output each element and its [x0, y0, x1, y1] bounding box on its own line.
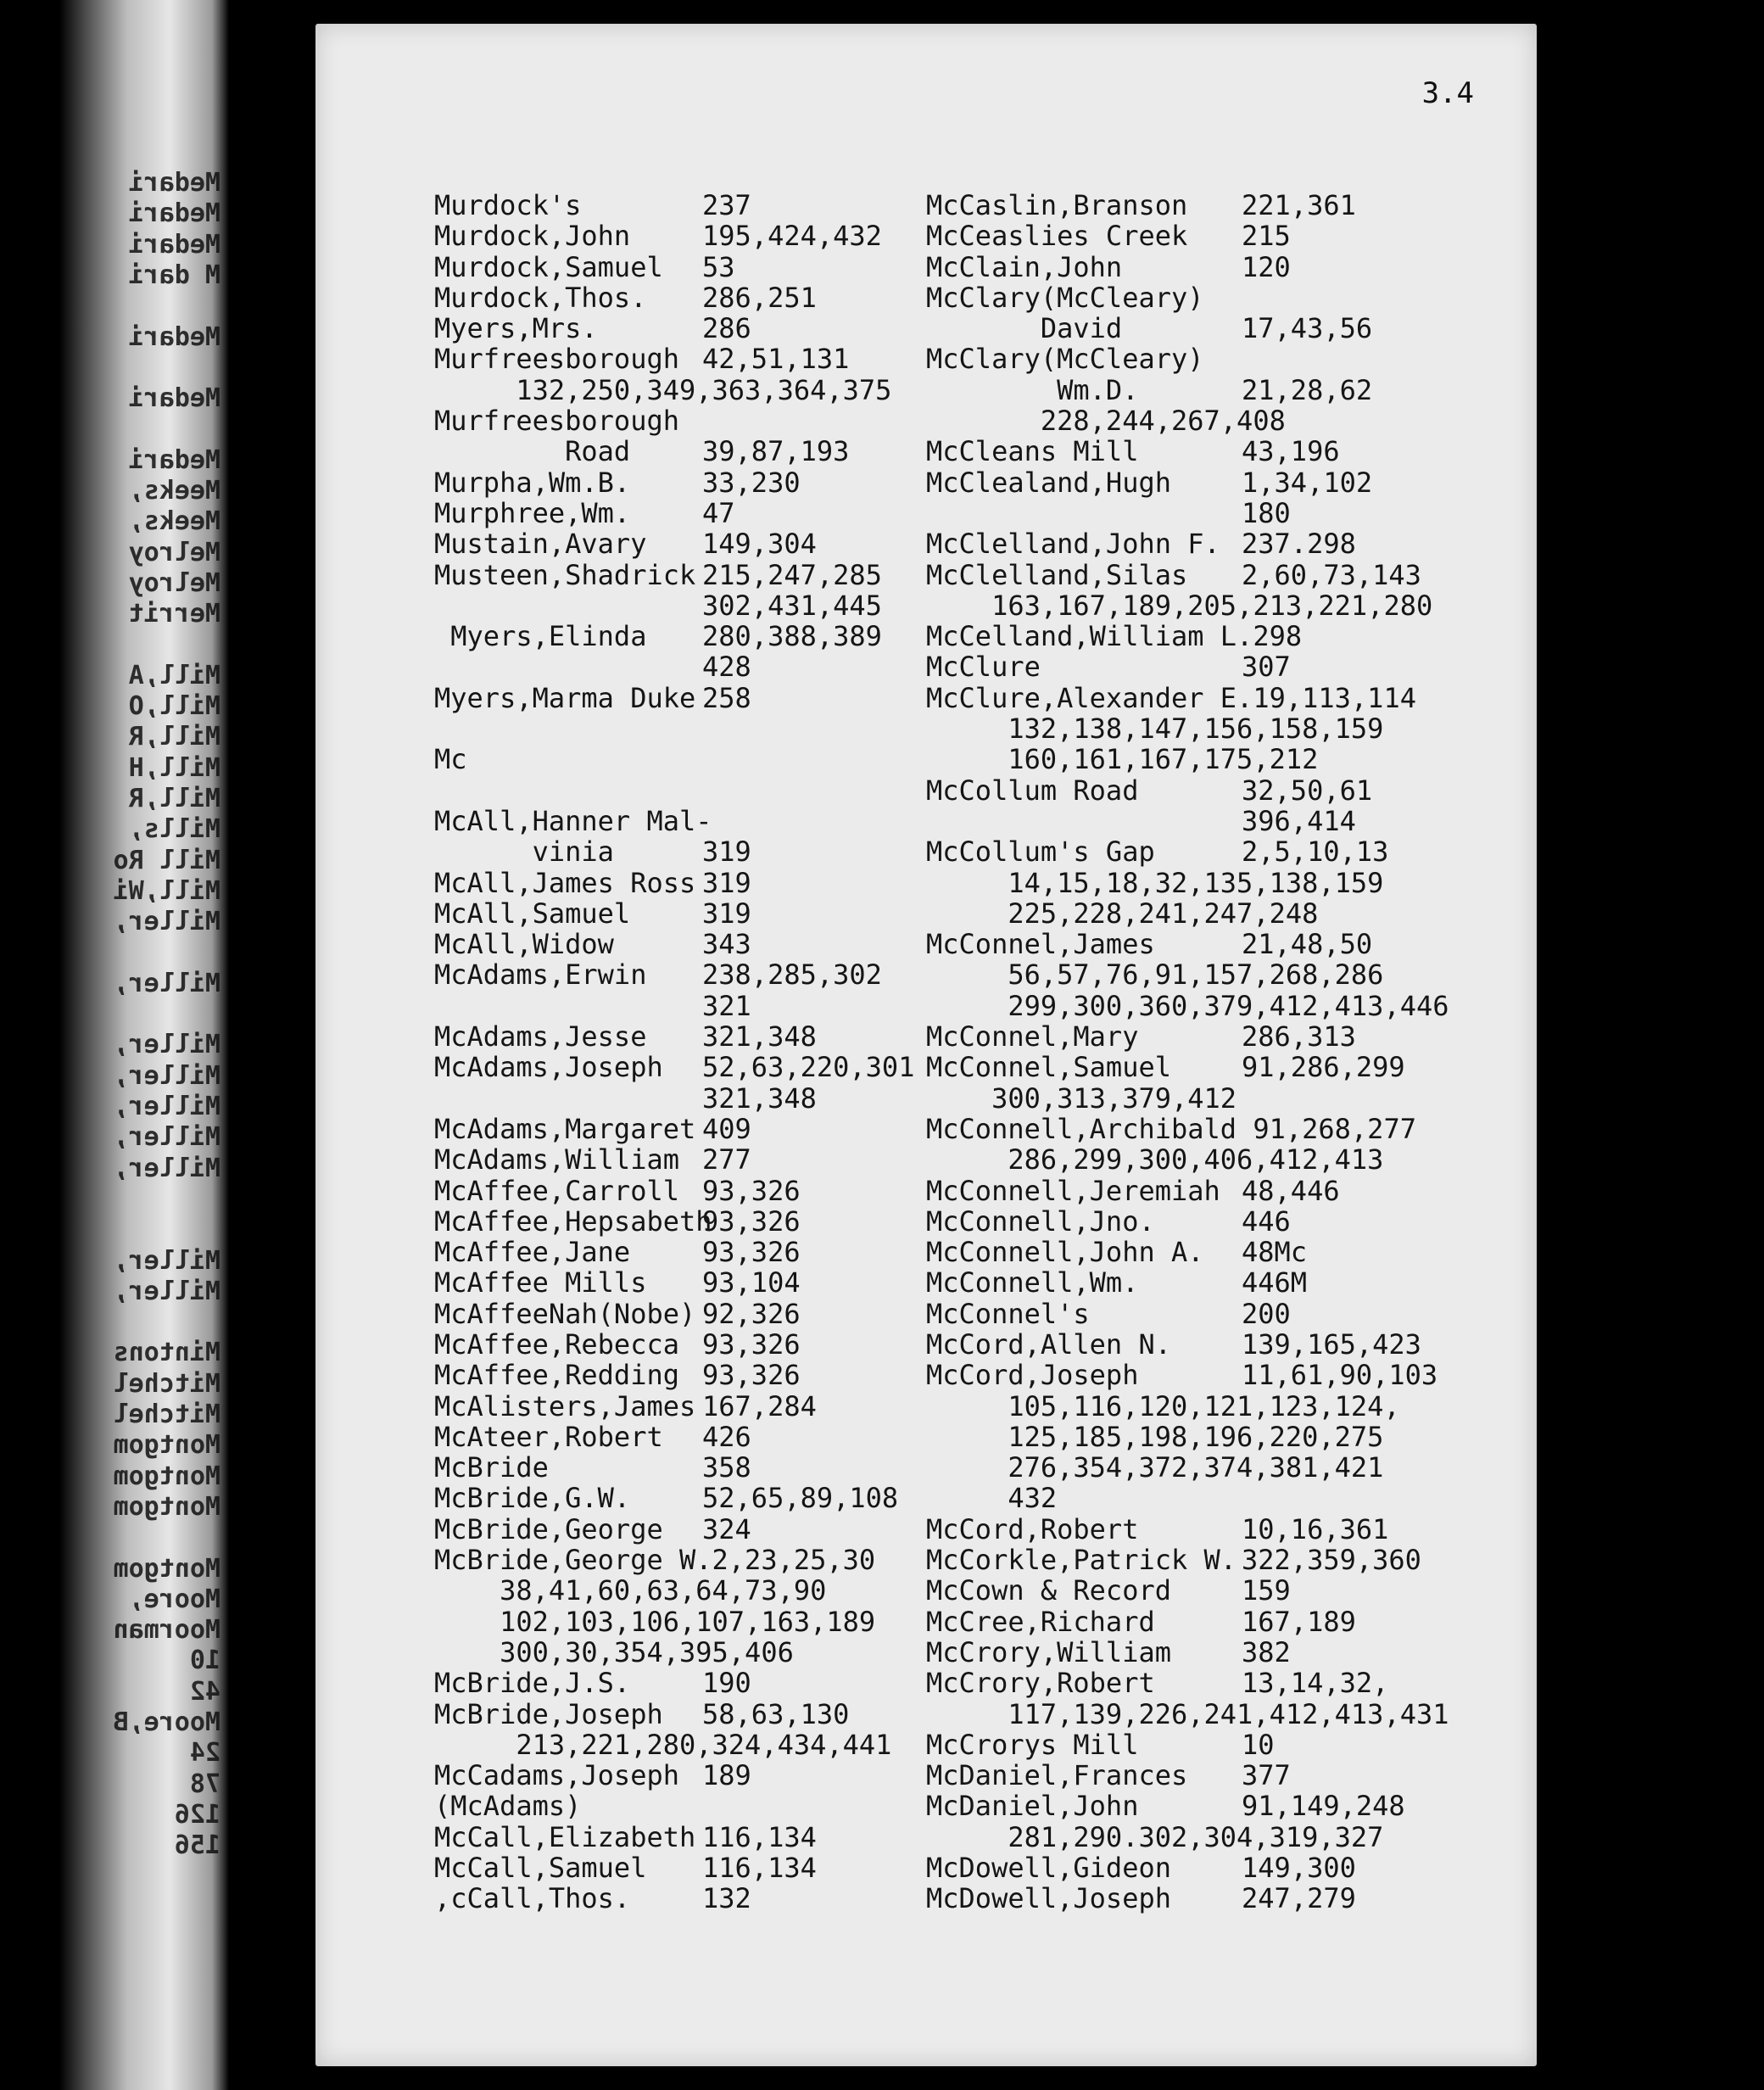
- edge-fragment: [51, 355, 220, 382]
- entry-name: McConnel,Mary: [926, 1020, 1139, 1053]
- entry-name: Musteen,Shadrick: [434, 558, 696, 591]
- entry-pages: 21,48,50: [1242, 928, 1373, 961]
- entry-pages: 1,34,102: [1242, 466, 1373, 499]
- entry-name: McConnell,Archibald 91,268,277: [926, 1112, 1416, 1145]
- entry-name: 228,244,267,408: [926, 405, 1286, 438]
- edge-fragment: Mill,A: [128, 660, 220, 690]
- entry-pages: 446: [1242, 1204, 1291, 1238]
- edge-fragment: Medari: [128, 444, 220, 475]
- entry-pages: 321,348: [702, 1020, 817, 1053]
- entry-pages: 11,61,90,103: [1242, 1359, 1438, 1392]
- entry-name: McCollum Road: [926, 774, 1139, 807]
- entry-pages: 93,326: [702, 1204, 801, 1238]
- edge-fragment: [51, 416, 220, 443]
- edge-fragment: Miller,: [113, 1276, 220, 1306]
- entry-name: McCorkle,Patrick W.: [926, 1544, 1237, 1577]
- entry-pages: 446M: [1242, 1266, 1308, 1299]
- entry-name: 276,354,372,374,381,421: [926, 1451, 1384, 1484]
- entry-pages: 324: [702, 1512, 751, 1545]
- entry-name: McAdams,Joseph: [434, 1051, 663, 1084]
- entry-name: McCree,Richard: [926, 1605, 1155, 1638]
- entry-name: 117,139,226,241,412,413,431: [926, 1697, 1449, 1730]
- entry-name: McDaniel,Frances: [926, 1759, 1188, 1792]
- entry-name: McBride: [434, 1451, 549, 1484]
- entry-pages: 48Mc: [1242, 1236, 1308, 1269]
- edge-fragment: Miller,: [113, 1245, 220, 1276]
- entry-pages: 237.298: [1242, 528, 1356, 561]
- entry-name: McClelland,Silas: [926, 558, 1188, 591]
- entry-name: McConnell,Jeremiah: [926, 1174, 1220, 1207]
- entry-name: Mc: [434, 743, 467, 776]
- entry-name: McClure: [926, 651, 1041, 684]
- edge-fragment: Mill,Wi: [113, 875, 220, 906]
- entry-name: 132,250,349,363,364,375: [434, 373, 892, 406]
- entry-name: McConnel,Samuel: [926, 1051, 1171, 1084]
- entry-pages: 238,285,302: [702, 958, 882, 992]
- entry-pages: 93,104: [702, 1266, 801, 1299]
- entry-pages: 92,326: [702, 1297, 801, 1330]
- entry-pages: 58,63,130: [702, 1697, 850, 1730]
- entry-name: Murdock's: [434, 189, 582, 221]
- edge-fragment: 126: [174, 1799, 220, 1830]
- entry-name: David: [926, 312, 1123, 345]
- facing-page-edge: [0, 0, 229, 2090]
- edge-fragment: Mill,H: [128, 752, 220, 783]
- entry-name: McCaslin,Branson: [926, 189, 1188, 221]
- entry-pages: 10: [1242, 1728, 1275, 1761]
- edge-fragment: Medari: [128, 383, 220, 414]
- edge-fragment: Mintons: [113, 1338, 220, 1368]
- entry-pages: 237: [702, 189, 751, 221]
- edge-fragment: Moore,: [128, 1584, 220, 1614]
- entry-pages: 48,446: [1242, 1174, 1340, 1207]
- entry-name: 38,41,60,63,64,73,90: [434, 1574, 827, 1607]
- entry-name: 102,103,106,107,163,189: [434, 1605, 876, 1638]
- entry-pages: 180: [1242, 496, 1291, 529]
- entry-pages: 343: [702, 928, 751, 961]
- entry-pages: 319: [702, 866, 751, 899]
- entry-pages: 91,149,248: [1242, 1790, 1405, 1823]
- edge-fragment: Miller,: [113, 1060, 220, 1091]
- entry-name: Myers,Mrs.: [434, 312, 598, 345]
- edge-fragment: [51, 940, 220, 967]
- entry-pages: 189: [702, 1759, 751, 1792]
- entry-name: ,cCall,Thos.: [434, 1882, 631, 1915]
- entry-name: McConnell,John A.: [926, 1236, 1204, 1269]
- edge-fragment: M dari: [128, 260, 220, 290]
- entry-pages: 319: [702, 835, 751, 869]
- edge-fragment: [51, 1001, 220, 1028]
- entry-name: McAffee,Redding: [434, 1359, 679, 1392]
- entry-name: McDowell,Gideon: [926, 1852, 1171, 1885]
- entry-name: McCord,Allen N.: [926, 1327, 1171, 1361]
- entry-name: McCord,Joseph: [926, 1359, 1139, 1392]
- entry-name: McAteer,Robert: [434, 1420, 663, 1453]
- entry-name: McClary(McCleary): [926, 281, 1204, 314]
- entry-pages: 319: [702, 897, 751, 930]
- entry-name: McClealand,Hugh: [926, 466, 1171, 499]
- entry-name: 160,161,167,175,212: [926, 743, 1319, 776]
- edge-fragment: Montgom: [113, 1430, 220, 1461]
- entry-pages: 426: [702, 1420, 751, 1453]
- entry-pages: 286: [702, 312, 751, 345]
- entry-name: McAffeeNah(Nobe): [434, 1297, 696, 1330]
- entry-name: 14,15,18,32,135,138,159: [926, 866, 1384, 899]
- entry-name: McCrory,William: [926, 1635, 1171, 1668]
- entry-name: McCrory,Robert: [926, 1667, 1155, 1700]
- entry-pages: 39,87,193: [702, 435, 850, 468]
- entry-name: McConnel's: [926, 1297, 1090, 1330]
- entry-pages: 2,5,10,13: [1242, 835, 1389, 869]
- entry-pages: 149,300: [1242, 1852, 1356, 1885]
- edge-fragment: Meeks,: [128, 506, 220, 537]
- entry-pages: 93,326: [702, 1359, 801, 1392]
- entry-name: 432: [926, 1482, 1058, 1515]
- entry-pages: 132: [702, 1882, 751, 1915]
- edge-fragment: [51, 1216, 220, 1243]
- entry-pages: 302,431,445: [702, 589, 882, 622]
- entry-name: McCrorys Mill: [926, 1728, 1139, 1761]
- entry-pages: 321,348: [702, 1081, 817, 1115]
- entry-name: Myers,Marma Duke: [434, 681, 696, 714]
- entry-name: McCown & Record: [926, 1574, 1171, 1607]
- entry-name: McAlisters,James: [434, 1389, 696, 1422]
- entry-name: McAdams,Erwin: [434, 958, 647, 992]
- edge-fragment: Miller,: [113, 1122, 220, 1153]
- entry-pages: 321: [702, 989, 751, 1022]
- entry-name: McDaniel,John: [926, 1790, 1139, 1823]
- entry-pages: 247,279: [1242, 1882, 1356, 1915]
- entry-pages: 167,189: [1242, 1605, 1356, 1638]
- index-page: [315, 24, 1537, 2066]
- edge-fragment: Meeks,: [128, 476, 220, 506]
- entry-name: 300,313,379,412: [926, 1081, 1237, 1115]
- entry-pages: 377: [1242, 1759, 1291, 1792]
- edge-fragment: Mill Ro: [113, 845, 220, 875]
- entry-pages: 116,134: [702, 1852, 817, 1885]
- edge-fragment: 10: [189, 1646, 220, 1676]
- entry-name: McCeaslies Creek: [926, 220, 1188, 253]
- entry-pages: 116,134: [702, 1820, 817, 1853]
- entry-name: (McAdams): [434, 1790, 582, 1823]
- entry-name: 281,290.302,304,319,327: [926, 1820, 1384, 1853]
- edge-fragment: Medari: [128, 168, 220, 198]
- entry-name: 225,228,241,247,248: [926, 897, 1319, 930]
- entry-pages: 409: [702, 1112, 751, 1145]
- edge-fragment: [51, 632, 220, 659]
- entry-pages: 21,28,62: [1242, 373, 1373, 406]
- edge-fragment: Miller,: [113, 968, 220, 998]
- entry-pages: 91,286,299: [1242, 1051, 1405, 1084]
- entry-name: McAdams,Jesse: [434, 1020, 647, 1053]
- entry-name: McAll,Widow: [434, 928, 614, 961]
- entry-pages: 33,230: [702, 466, 801, 499]
- entry-pages: 258: [702, 681, 751, 714]
- entry-name: Murfreesborough: [434, 405, 679, 438]
- entry-pages: 17,43,56: [1242, 312, 1373, 345]
- entry-name: McAll,Samuel: [434, 897, 631, 930]
- entry-pages: 149,304: [702, 528, 817, 561]
- edge-fragment: Mill,O: [128, 691, 220, 722]
- entry-pages: 13,14,32,: [1242, 1667, 1389, 1700]
- edge-fragment: Melroy: [128, 567, 220, 598]
- entry-pages: 52,63,220,301: [702, 1051, 915, 1084]
- edge-fragment: 78: [189, 1769, 220, 1799]
- entry-pages: 215: [1242, 220, 1291, 253]
- entry-name: McAdams,Margaret: [434, 1112, 696, 1145]
- entry-name: McAffee,Rebecca: [434, 1327, 679, 1361]
- edge-fragment: Moore,B: [113, 1707, 220, 1737]
- edge-fragment: Mill,R: [128, 784, 220, 813]
- entry-pages: 52,65,89,108: [702, 1482, 899, 1515]
- entry-name: McCleans Mill: [926, 435, 1139, 468]
- entry-name: Mustain,Avary: [434, 528, 647, 561]
- entry-pages: 286,251: [702, 281, 817, 314]
- entry-name: 105,116,120,121,123,124,: [926, 1389, 1400, 1422]
- entry-name: Murfreesborough: [434, 343, 679, 376]
- entry-pages: 139,165,423: [1242, 1327, 1421, 1361]
- entry-name: McAffee,Carroll: [434, 1174, 679, 1207]
- entry-pages: 120: [1242, 250, 1291, 283]
- entry-pages: 277: [702, 1143, 751, 1176]
- page-number: 3.4: [1421, 76, 1474, 110]
- entry-pages: 280,388,389: [702, 620, 882, 653]
- entry-name: McAll,Hanner Mal-: [434, 804, 712, 837]
- entry-name: McCollum's Gap: [926, 835, 1155, 869]
- edge-fragment: Mitchel: [113, 1400, 220, 1429]
- edge-fragment: Miller,: [113, 1092, 220, 1121]
- entry-name: vinia: [434, 835, 614, 869]
- entry-name: Murpha,Wm.B.: [434, 466, 631, 499]
- edge-fragment: Miller,: [113, 1030, 220, 1060]
- entry-name: McCall,Samuel: [434, 1852, 647, 1885]
- entry-name: McAffee,Hepsabeth: [434, 1204, 712, 1238]
- entry-pages: 396,414: [1242, 804, 1356, 837]
- entry-name: McClelland,John F.: [926, 528, 1220, 561]
- entry-name: Murdock,Thos.: [434, 281, 647, 314]
- entry-pages: 382: [1242, 1635, 1291, 1668]
- entry-name: McBride,J.S.: [434, 1667, 631, 1700]
- entry-name: Murphree,Wm.: [434, 496, 631, 529]
- edge-fragment: 156: [174, 1830, 220, 1861]
- edge-fragment: Medari: [128, 321, 220, 352]
- edge-fragment: Medari: [128, 198, 220, 229]
- entry-pages: 428: [702, 651, 751, 684]
- edge-fragment: Montgom: [113, 1553, 220, 1584]
- entry-name: McConnel,James: [926, 928, 1155, 961]
- entry-pages: 159: [1242, 1574, 1291, 1607]
- entry-name: McBride,Joseph: [434, 1697, 663, 1730]
- edge-fragment: [51, 1186, 220, 1213]
- entry-name: McCelland,William L.298: [926, 620, 1303, 653]
- edge-fragment: [51, 293, 220, 320]
- entry-name: Wm.D.: [926, 373, 1139, 406]
- entry-pages: 42,51,131: [702, 343, 850, 376]
- entry-name: McConnell,Jno.: [926, 1204, 1155, 1238]
- edge-fragment: Moorman: [113, 1615, 220, 1646]
- entry-pages: 43,196: [1242, 435, 1340, 468]
- entry-pages: 167,284: [702, 1389, 817, 1422]
- entry-name: McCadams,Joseph: [434, 1759, 679, 1792]
- entry-pages: 93,326: [702, 1236, 801, 1269]
- edge-fragment: Mill,R: [128, 722, 220, 752]
- entry-name: McClure,Alexander E.19,113,114: [926, 681, 1416, 714]
- edge-fragment: Merrit: [128, 599, 220, 629]
- entry-name: McConnell,Wm.: [926, 1266, 1139, 1299]
- entry-name: McClain,John: [926, 250, 1123, 283]
- entry-name: McBride,G.W.: [434, 1482, 631, 1515]
- entry-name: 56,57,76,91,157,268,286: [926, 958, 1384, 992]
- edge-fragment: Miller,: [113, 907, 220, 937]
- edge-fragment: Miller,: [113, 1153, 220, 1183]
- entry-name: McAll,James Ross: [434, 866, 696, 899]
- entry-pages: 215,247,285: [702, 558, 882, 591]
- entry-name: Road: [434, 435, 631, 468]
- entry-name: McDowell,Joseph: [926, 1882, 1171, 1915]
- entry-name: Myers,Elinda: [434, 620, 647, 653]
- entry-name: 299,300,360,379,412,413,446: [926, 989, 1449, 1022]
- entry-pages: 93,326: [702, 1174, 801, 1207]
- edge-fragment: Melroy: [128, 537, 220, 567]
- entry-pages: 32,50,61: [1242, 774, 1373, 807]
- entry-pages: 358: [702, 1451, 751, 1484]
- entry-pages: 10,16,361: [1242, 1512, 1389, 1545]
- entry-pages: 47: [702, 496, 735, 529]
- entry-name: Murdock,John: [434, 220, 631, 253]
- entry-pages: 190: [702, 1667, 751, 1700]
- entry-name: McCall,Elizabeth: [434, 1820, 696, 1853]
- entry-name: McBride,George W.2,23,25,30: [434, 1544, 876, 1577]
- edge-fragment: 24: [189, 1738, 220, 1769]
- entry-pages: 200: [1242, 1297, 1291, 1330]
- entry-name: McAffee Mills: [434, 1266, 647, 1299]
- entry-name: 125,185,198,196,220,275: [926, 1420, 1384, 1453]
- entry-name: McAffee,Jane: [434, 1236, 631, 1269]
- entry-pages: 195,424,432: [702, 220, 882, 253]
- edge-fragment: [51, 1524, 220, 1551]
- entry-pages: 221,361: [1242, 189, 1356, 221]
- entry-pages: 93,326: [702, 1327, 801, 1361]
- entry-name: McBride,George: [434, 1512, 663, 1545]
- entry-pages: 322,359,360: [1242, 1544, 1421, 1577]
- edge-fragment: Mills,: [128, 814, 220, 845]
- entry-name: McAdams,William: [434, 1143, 679, 1176]
- entry-name: Murdock,Samuel: [434, 250, 663, 283]
- entry-name: 286,299,300,406,412,413: [926, 1143, 1384, 1176]
- entry-pages: 286,313: [1242, 1020, 1356, 1053]
- entry-name: 213,221,280,324,434,441: [434, 1728, 892, 1761]
- edge-fragment: 42: [189, 1676, 220, 1707]
- edge-fragment: Montgom: [113, 1491, 220, 1522]
- entry-name: McClary(McCleary): [926, 343, 1204, 376]
- edge-fragment: Medari: [128, 229, 220, 260]
- entry-name: 132,138,147,156,158,159: [926, 712, 1384, 746]
- entry-pages: 2,60,73,143: [1242, 558, 1421, 591]
- edge-fragment: Mitchel: [113, 1368, 220, 1399]
- entry-name: 300,30,354,395,406: [434, 1635, 794, 1668]
- entry-name: McCord,Robert: [926, 1512, 1139, 1545]
- entry-pages: 53: [702, 250, 735, 283]
- edge-fragment: Montgom: [113, 1461, 220, 1491]
- entry-pages: 307: [1242, 651, 1291, 684]
- entry-name: 163,167,189,205,213,221,280: [926, 589, 1433, 622]
- edge-fragment: [51, 1309, 220, 1336]
